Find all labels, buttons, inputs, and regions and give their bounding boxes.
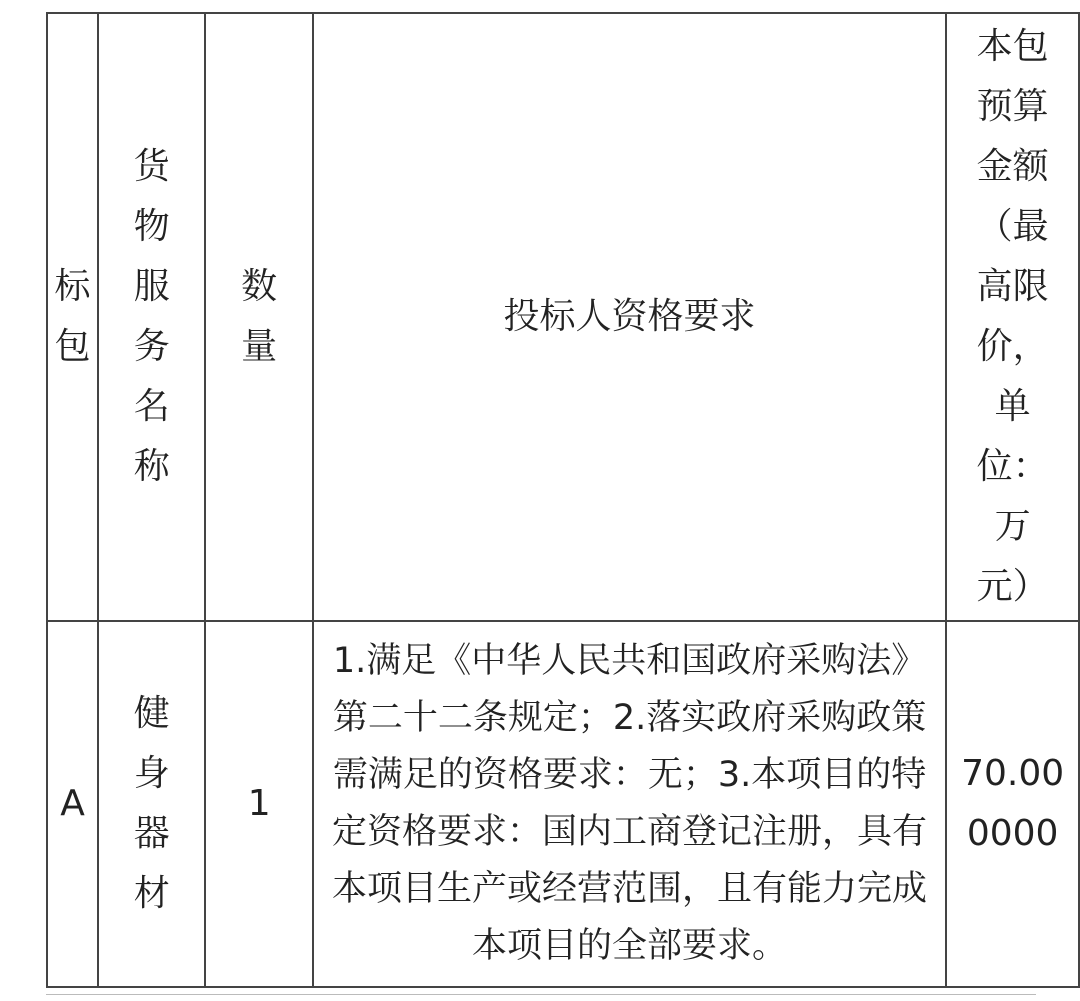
header-budget: 本包预算金额（最高限价，单位：万元） <box>946 13 1079 621</box>
header-requirements: 投标人资格要求 <box>313 13 946 621</box>
header-quantity: 数量 <box>205 13 312 621</box>
header-goods-name: 货物服务名称 <box>98 13 205 621</box>
cell-requirements: 1.满足《中华人民共和国政府采购法》第二十二条规定；2.落实政府采购政策需满足的资格要求：无；3.本项目的特定资格要求：国内工商登记注册，具有本项目生产或经营范围，且有能力完成本项目的全部要求。 <box>313 621 946 987</box>
cell-budget: 70.000000 <box>946 621 1079 987</box>
table-header-row <box>47 13 1079 621</box>
cell-quantity: 1 <box>205 621 312 987</box>
header-package: 标包 <box>47 13 98 621</box>
bottom-divider <box>46 994 1036 995</box>
cell-goods-name: 健身器材 <box>98 621 205 987</box>
table-row <box>47 621 1079 987</box>
qualification-table <box>46 12 1080 988</box>
cell-package: A <box>47 621 98 987</box>
